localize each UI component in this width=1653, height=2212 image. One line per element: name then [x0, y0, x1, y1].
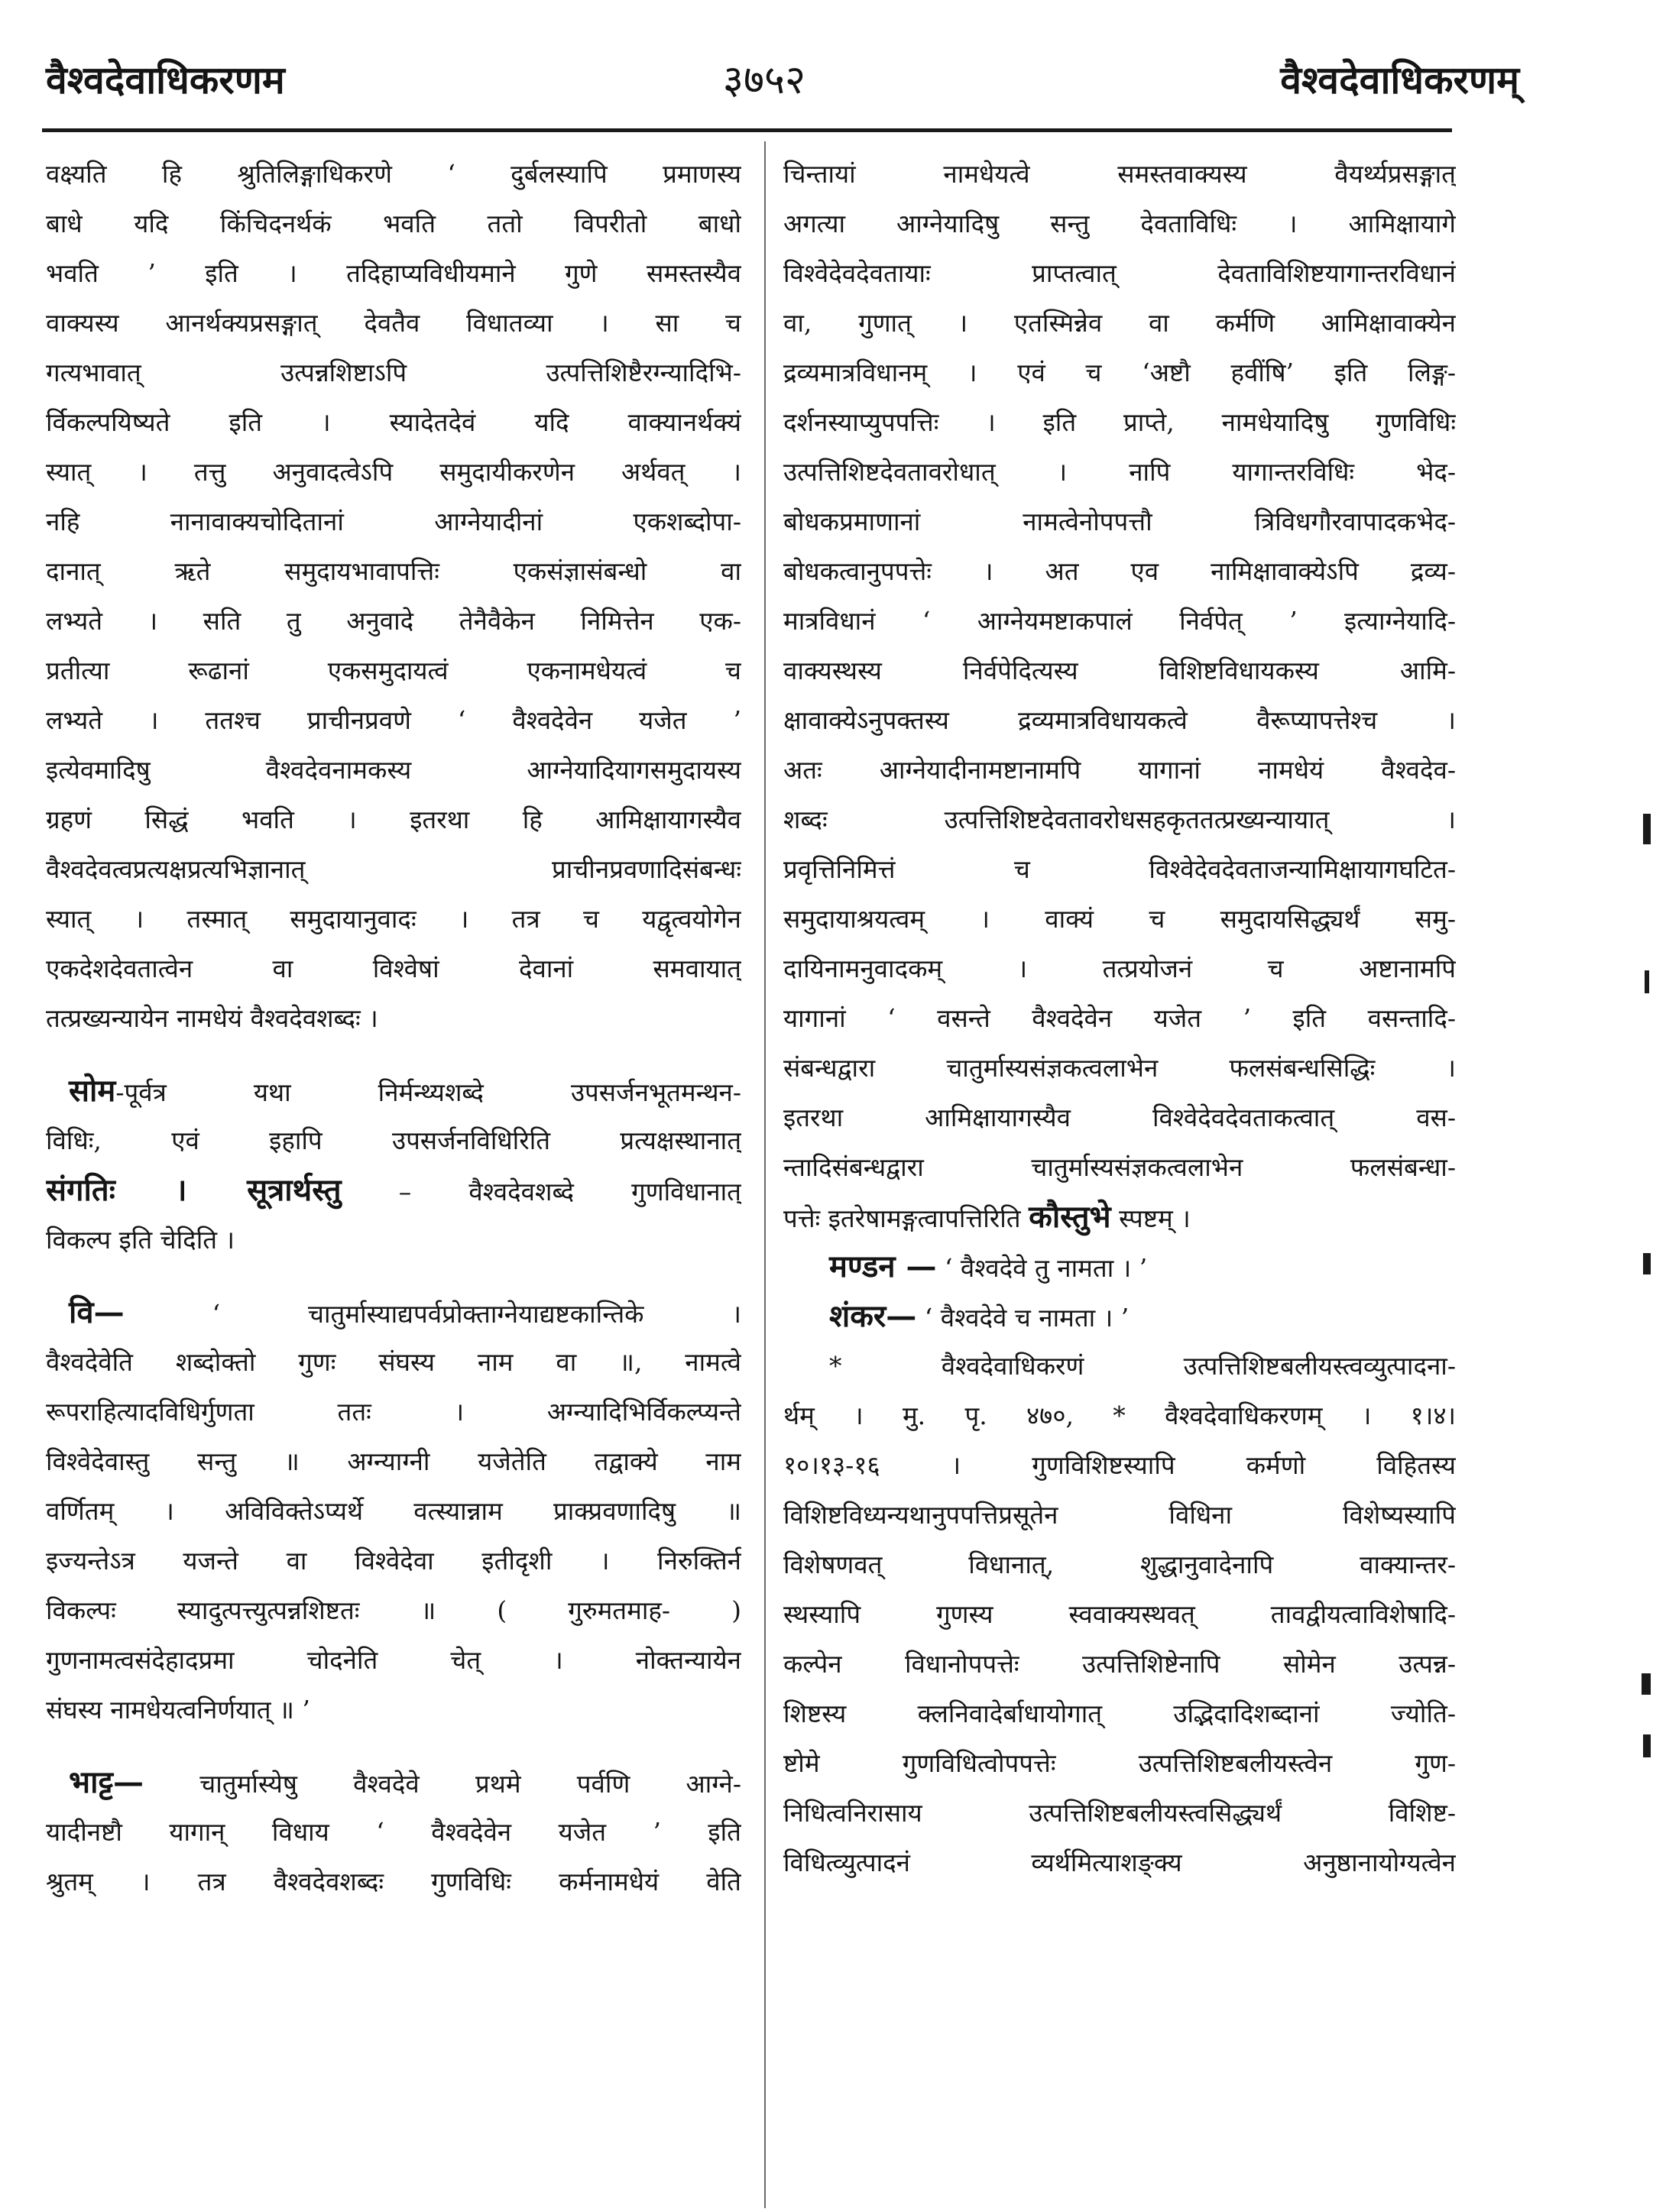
text-line: उत्पत्तिशिष्टदेवतावरोधात् । नापि यागान्तरविधिः भेद- — [783, 457, 1456, 487]
text-line: यादीनष्टौ यागान् विधाय ‘ वैश्वदेवेन यजेत ’ इति — [46, 1817, 741, 1847]
text-line: विशिष्टविध्यन्यथानुपपत्तिप्रसूतेन विधिना विशेष्यस्यापि — [783, 1500, 1456, 1530]
text-line: विश्वेदेवदेवतायाः प्राप्तत्वात् देवताविशिष्टयागान्तरविधानं — [783, 258, 1456, 288]
bhatta-label: भाट्ट— — [69, 1764, 144, 1800]
text-line: दायिनामनुवादकम् । तत्प्रयोजनं च अष्टानामपि — [783, 954, 1456, 983]
text-line: वर्णितम् । अविविक्तेऽप्यर्थे वत्स्यान्नाम प्राक्प्रवणादिषु ॥ — [46, 1496, 741, 1526]
text-line: इज्यन्तेऽत्र यजन्ते वा विश्वेदेवा इतीदृशी । निरुक्तिर्न — [46, 1546, 741, 1576]
text-line: भवति ’ इति । तदिहाप्यविधीयमाने गुणे समस्तस्यैव — [46, 258, 741, 288]
text-line: वाक्यस्थस्य निर्वपेदित्यस्य विशिष्टविधायकस्य आमि- — [783, 656, 1456, 685]
text-line: स्यात् । तत्तु अनुवादत्वेऽपि समुदायीकरणेन अर्थवत् । — [46, 457, 741, 487]
text-line: संबन्धद्वारा चातुर्मास्यसंज्ञकत्वलाभेन फलसंबन्धसिद्धिः । — [783, 1053, 1456, 1083]
paragraph-vi — [46, 1287, 741, 1734]
shankara-line: शंकर— ‘ वैश्वदेवे च नामता । ’ — [829, 1298, 1130, 1334]
kaustubha-ref: कौस्तुभे — [1029, 1199, 1111, 1235]
text-line: प्रतीत्या रूढानां एकसमुदायत्वं एकनामधेयत्वं च — [46, 656, 741, 685]
scan-edge-mark — [1645, 970, 1649, 993]
text-line: ग्रहणं सिद्धं भवति । इतरथा हि आमिक्षायागस्यैव — [46, 805, 741, 834]
text-line: तत्प्रख्यन्यायेन नामधेयं वैश्वदेवशब्दः । — [46, 1003, 378, 1033]
paragraph-intro — [46, 149, 741, 1043]
sangati-label: संगतिः । सूत्रार्थस्तु — [46, 1172, 342, 1208]
text-line: स्यात् । तस्मात् समुदायानुवादः । तत्र च यद्वृत्वयोगेन — [46, 904, 741, 934]
text-line: वैश्वदेवेति शब्दोक्तो गुणः संघस्य नाम वा ॥, नामत्वे — [46, 1347, 741, 1377]
text-line: विशेषणवत् विधानात्, शुद्धानुवादेनापि वाक्यान्तर- — [783, 1550, 1456, 1579]
text-line: समुदायाश्रयत्वम् । वाक्यं च समुदायसिद्ध्यर्थं समु- — [783, 904, 1456, 934]
text-line: र्विकल्पयिष्यते इति । स्यादेतदेवं यदि वाक्यानर्थक्यं — [46, 407, 741, 437]
text-line: पत्तेः इतरेषामङ्गत्वापत्तिरिति कौस्तुभे स्पष्टम् । — [783, 1199, 1191, 1235]
page-number: ३७५२ — [722, 57, 806, 103]
text-line: संघस्य नामधेयत्वनिर्णयात् ॥ ’ — [46, 1695, 310, 1725]
text-line: र्थम् । मु. पृ. ४७०, * वैश्वदेवाधिकरणम् । १।४। — [783, 1401, 1456, 1430]
text-line: दर्शनस्याप्युपपत्तिः । इति प्राप्ते, नामधेयादिषु गुणविधिः — [783, 407, 1456, 437]
column-divider — [764, 141, 766, 2208]
text-line: यागानां ‘ वसन्ते वैश्वदेवेन यजेत ’ इति वसन्तादि- — [783, 1003, 1456, 1033]
header-rule — [42, 128, 1452, 132]
text-line: वक्ष्यति हि श्रुतिलिङ्गाधिकरणे ‘ दुर्बलस्यापि प्रमाणस्य — [46, 159, 741, 189]
text-line: प्रवृत्तिनिमित्तं च विश्वेदेवदेवताजन्यामिक्षायागघटित- — [783, 854, 1456, 884]
right-column — [783, 149, 1456, 1887]
text-line: नहि नानावाक्यचोदितानां आग्नेयादीनां एकशब्दोपा- — [46, 507, 741, 536]
paragraph-continuation — [783, 149, 1456, 1242]
text-line: वा, गुणात् । एतस्मिन्नेव वा कर्मणि आमिक्षावाक्येन — [783, 308, 1456, 338]
paragraph-soma — [46, 1066, 741, 1265]
shankara-label: शंकर— — [829, 1298, 917, 1334]
scan-edge-mark — [1643, 1253, 1651, 1274]
text-line: बोधकत्वानुपपत्तेः । अत एव नामिक्षावाक्येऽपि द्रव्य- — [783, 556, 1456, 586]
text-line: शिष्टस्य क्लनिवादेर्बाधायोगात् उद्भिदादिशब्दानां ज्योति- — [783, 1699, 1456, 1728]
paragraph-note — [783, 1341, 1456, 1887]
text-line: १०।१३-१६ । गुणविशिष्टस्यापि कर्मणो विहितस्य — [783, 1450, 1456, 1480]
text-line: मात्रविधानं ‘ आग्नेयमष्टाकपालं निर्वपेत् ’ इत्याग्नेयादि- — [783, 606, 1456, 636]
soma-label: सोम — [69, 1073, 116, 1109]
text-line: बोधकप्रमाणानां नामत्वेनोपपत्तौ त्रिविधगौरवापादकभेद- — [783, 507, 1456, 536]
left-column — [46, 149, 741, 1906]
text-line: वैश्वदेवत्वप्रत्यक्षप्रत्यभिज्ञानात् प्राचीनप्रवणादिसंबन्धः — [46, 854, 741, 884]
text-line: इतरथा आमिक्षायागस्यैव विश्वेदेवदेवताकत्वात् वस- — [783, 1103, 1456, 1132]
text-line: गुणनामत्वसंदेहादप्रमा चोदनेति चेत् । नोक्तन्यायेन — [46, 1645, 741, 1675]
text-line: लभ्यते । ततश्च प्राचीनप्रवणे ‘ वैश्वदेवेन यजेत ’ — [46, 705, 741, 735]
text-line: अतः आग्नेयादीनामष्टानामपि यागानां नामधेयं वैश्वदेव- — [783, 755, 1456, 785]
text-line: निधित्वनिरासाय उत्पत्तिशिष्टबलीयस्त्वसिद्ध्यर्थं विशिष्ट- — [783, 1798, 1456, 1828]
text-line: श्रुतम् । तत्र वैश्वदेवशब्दः गुणविधिः कर्मनामधेयं वेति — [46, 1867, 741, 1896]
text-line: भाट्ट— चातुर्मास्येषु वैश्वदेवे प्रथमे पर्वणि आग्ने- — [69, 1764, 741, 1800]
text-line: चिन्तायां नामधेयत्वे समस्तवाक्यस्य वैयर्थ्यप्रसङ्गात् — [783, 159, 1456, 189]
text-line: ष्टोमे गुणविधित्वोपपत्तेः उत्पत्तिशिष्टबलीयस्त्वेन गुण- — [783, 1748, 1456, 1778]
paragraph-bhatta — [46, 1757, 741, 1906]
text-line: स्थस्यापि गुणस्य स्ववाक्यस्थवत् तावद्वीयत्वाविशेषादि- — [783, 1599, 1456, 1629]
scan-edge-mark — [1643, 814, 1651, 844]
text-line: एकदेशदेवतात्वेन वा विश्वेषां देवानां समवायात् — [46, 954, 741, 983]
text-line: विधिः, एवं इहापि उपसर्जनविधिरिति प्रत्यक्षस्थानात् — [46, 1125, 741, 1155]
text-line: विश्वेदेवास्तु सन्तु ॥ अग्न्याग्नी यजेतेति तद्वाक्ये नाम — [46, 1446, 741, 1476]
text-line: विकल्पः स्यादुत्पत्त्युत्पन्नशिष्टतः ॥ ( गुरुमतमाह- ) — [46, 1595, 741, 1625]
text-line: अगत्या आग्नेयादिषु सन्तु देवताविधिः । आमिक्षायागे — [783, 209, 1456, 238]
scan-edge-mark — [1643, 1734, 1651, 1757]
text-line: द्रव्यमात्रविधानम् । एवं च ‘अष्टौ हवींषि’ इति लिङ्ग- — [783, 358, 1456, 387]
text-line: लभ्यते । सति तु अनुवादे तेनैवैकेन निमित्तेन एक- — [46, 606, 741, 636]
text-line: विकल्प इति चेदिति । — [46, 1225, 235, 1255]
text-line: दानात् ऋते समुदायभावापत्तिः एकसंज्ञासंबन्धो वा — [46, 556, 741, 586]
text-line: गत्यभावात् उत्पन्नशिष्टाऽपि उत्पत्तिशिष्टैरग्न्यादिभि- — [46, 358, 741, 387]
vi-label: वि— — [69, 1294, 125, 1330]
text-line: कल्पेन विधानोपपत्तेः उत्पत्तिशिष्टेनापि सोमेन उत्पन्न- — [783, 1649, 1456, 1679]
text-line: न्तादिसंबन्धद्वारा चातुर्मास्यसंज्ञकत्वलाभेन फलसंबन्धा- — [783, 1152, 1456, 1182]
scan-edge-mark — [1642, 1673, 1651, 1695]
text-line: * वैश्वदेवाधिकरणं उत्पत्तिशिष्टबलीयस्त्वव्युत्पादना- — [829, 1351, 1456, 1381]
running-header-right: वैश्वदेवाधिकरणम् — [1280, 57, 1519, 102]
text-line: रूपराहित्यादविधिर्गुणता ततः । अग्न्यादिभिर्विकल्प्यन्ते — [46, 1397, 741, 1427]
mandana-line: मण्डन — ‘ वैश्वदेवे तु नामता । ’ — [829, 1249, 1148, 1284]
text-line: बाधे यदि किंचिदनर्थकं भवति ततो विपरीतो बाधो — [46, 209, 741, 238]
text-line: इत्येवमादिषु वैश्वदेवनामकस्य आग्नेयादियागसमुदायस्य — [46, 755, 741, 785]
text-line: संगतिः । सूत्रार्थस्तु – वैश्वदेवशब्दे गुणविधानात् — [46, 1172, 741, 1208]
text-line: सोम-पूर्वत्र यथा निर्मन्थ्यशब्दे उपसर्जनभूतमन्थन- — [69, 1073, 741, 1109]
text-line: शब्दः उत्पत्तिशिष्टदेवतावरोधसहकृततत्प्रख्यन्यायात् । — [783, 805, 1456, 834]
mandana-label: मण्डन — — [829, 1249, 937, 1284]
running-header-left: वैश्वदेवाधिकरणम — [46, 57, 285, 102]
text-line: क्षावाक्येऽनुपक्तस्य द्रव्यमात्रविधायकत्वे वैरूप्यापत्तेश्च । — [783, 705, 1456, 735]
text-line: वि— ‘ चातुर्मास्याद्यपर्वप्रोक्ताग्नेयाद्यष्टकान्तिके । — [69, 1294, 741, 1330]
text-line: वाक्यस्य आनर्थक्यप्रसङ्गात् देवतैव विधातव्या । सा च — [46, 308, 741, 338]
text-line: विधित्व्युत्पादनं व्यर्थमित्याशङ्क्य अनुष्ठानायोग्यत्वेन — [783, 1848, 1456, 1877]
